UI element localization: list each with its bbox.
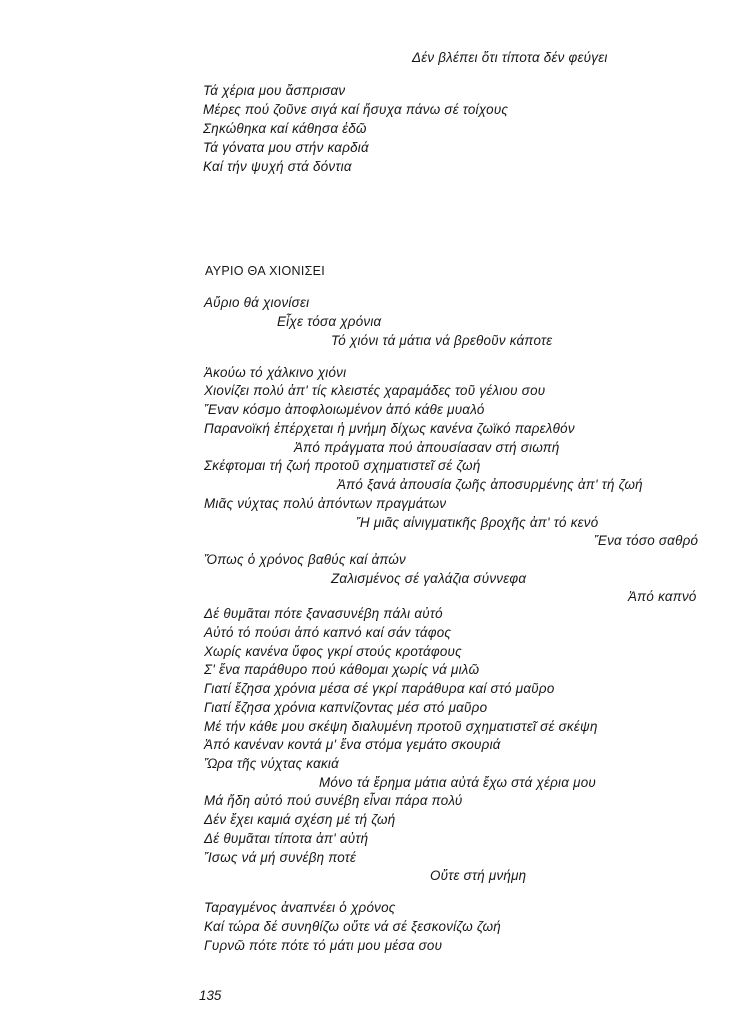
poem-line: Μέρες πού ζοῦνε σιγά καί ἥσυχα πάνω σέ τοίχους [203, 102, 509, 117]
poem-line: Μά ἤδη αὐτό πού συνέβη εἶναι πάρα πολύ [204, 793, 463, 808]
poem-line: Σηκώθηκα καί κάθησα ἐδῶ [203, 121, 367, 136]
poem-line: Αὔριο θά χιονίσει [204, 295, 310, 310]
poem-line: Ἕνα τόσο σαθρό [594, 533, 699, 548]
poem-line: Σκέφτομαι τή ζωή προτοῦ σχηματιστεῖ σέ ζωή [204, 458, 481, 473]
poem-line: Ζαλισμένος σέ γαλάζια σύννεφα [331, 571, 527, 586]
poem-line: Ἀπό ξανά ἀπουσία ζωῆς ἀποσυρμένης ἀπ' τή ζωή [337, 477, 643, 492]
poem-line: Δέν ἔχει καμιά σχέση μέ τή ζωή [204, 812, 396, 827]
poem-line: Σ' ἕνα παράθυρο πού κάθομαι χωρίς νά μιλῶ [204, 662, 480, 677]
poem-line: Τά γόνατα μου στήν καρδιά [203, 140, 369, 155]
poem-line: Οὔτε στή μνήμη [430, 868, 527, 883]
poem-line: Τά χέρια μου ἄσπρισαν [203, 83, 346, 98]
poem-line: Ὥρα τῆς νύχτας κακιά [204, 756, 340, 771]
poem-line: Χωρίς κανένα ὕφος γκρί στούς κροτάφους [204, 644, 462, 659]
poem-line: Ταραγμένος ἀναπνέει ὁ χρόνος [204, 900, 396, 915]
poem-line: Δέ θυμᾶται πότε ξανασυνέβη πάλι αὐτό [204, 606, 443, 621]
poem-line: Μέ τήν κάθε μου σκέψη διαλυμένη προτοῦ σχηματιστεῖ σέ σκέψη [204, 719, 598, 734]
poem-line: Μόνο τά ἔρημα μάτια αὐτά ἔχω στά χέρια μου [319, 775, 597, 790]
poem-line: Μιᾶς νύχτας πολύ ἀπόντων πραγμάτων [204, 496, 447, 511]
page-number: 135 [199, 988, 222, 1003]
poem-line: Ἀπό καπνό [628, 589, 697, 604]
poem-line: Τό χιόνι τά μάτια νά βρεθοῦν κάποτε [331, 333, 553, 348]
poem-line: Αὐτό τό πούσι ἀπό καπνό καί σάν τάφος [204, 625, 452, 640]
poem-line: Γιατί ἔζησα χρόνια μέσα σέ γκρί παράθυρα καί στό μαῦρο [204, 681, 555, 696]
poem-line: Καί τήν ψυχή στά δόντια [203, 159, 352, 174]
poem-line: Ἤ μιᾶς αἰνιγματικῆς βροχῆς ἀπ' τό κενό [356, 515, 599, 530]
poem-line: Παρανοϊκή ἐπέρχεται ἡ μνήμη δίχως κανένα ζωϊκό παρελθόν [204, 421, 575, 436]
header-line: Δέν βλέπει ὅτι τίποτα δέν φεύγει [412, 50, 608, 65]
poem-line: Γιατί ἔζησα χρόνια καπνίζοντας μέσ στό μαῦρο [204, 700, 488, 715]
poem-line: Ὅπως ὁ χρόνος βαθύς καί ἀπών [204, 552, 406, 567]
poem-line: Ἕναν κόσμο ἀποφλοιωμένον ἀπό κάθε μυαλό [204, 402, 485, 417]
poem-line: Χιονίζει πολύ ἀπ' τίς κλειστές χαραμάδες τοῦ γέλιου σου [204, 383, 546, 398]
poem-line: Γυρνῶ πότε πότε τό μάτι μου μέσα σου [204, 938, 443, 953]
poem-line: Ἴσως νά μή συνέβη ποτέ [204, 850, 357, 865]
poem-title: ΑΥΡΙΟ ΘΑ ΧΙΟΝΙΣΕΙ [205, 264, 326, 278]
poem-line: Καί τώρα δέ συνηθίζω οὔτε νά σέ ξεσκονίζω ζωή [204, 919, 501, 934]
poem-line: Εἶχε τόσα χρόνια [277, 314, 382, 329]
poem-line: Ἀπό κανέναν κοντά μ' ἕνα στόμα γεμάτο σκουριά [204, 737, 501, 752]
poem-line: Ἀκούω τό χάλκινο χιόνι [204, 365, 347, 380]
poem-line: Δέ θυμᾶται τίποτα ἀπ' αὐτή [204, 831, 369, 846]
poem-line: Ἀπό πράγματα πού ἀπουσίασαν στή σιωπή [294, 440, 560, 455]
